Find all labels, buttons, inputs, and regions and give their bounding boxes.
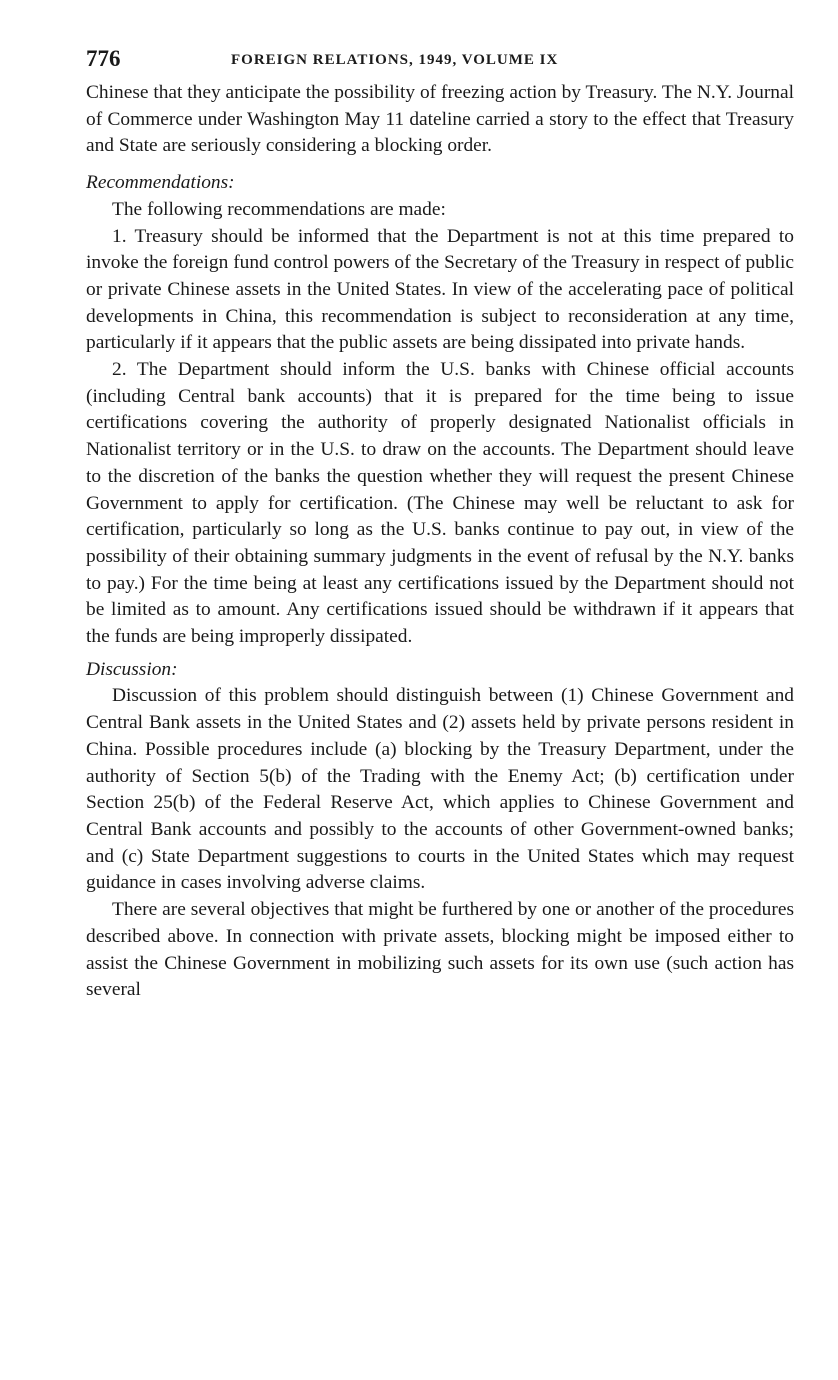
discussion-heading: Discussion: — [86, 658, 178, 680]
discussion-paragraph-2: There are several objectives that might be furthered by one or another of the procedures described above. In connection with private assets, blocking might be imposed either to assist the Chinese Government in mobilizing such assets for its own use (such action has several — [86, 899, 794, 1001]
opening-paragraph: Chinese that they anticipate the possibility of freezing action by Treasury. The N.Y. Journal of Commerce under Washington May 11 dateline carried a story to the effect that Treasury and State are seriously considering a blocking order. — [86, 82, 794, 157]
discussion-paragraph-1: Discussion of this problem should distinguish between (1) Chinese Government and Central Bank assets in the United States and (2) assets held by private persons resident in China. Possible procedures include (a) blocking by the Treasury Department, under the authority of Section 5(b) of the Trading with the Enemy Act; (b) certification under Section 25(b) of the Federal Reserve Act, which applies to Chinese Government and Central Bank accounts and possibly to the accounts of other Government-owned banks; and (c) State Department suggestions to courts in the United States which may request guidance in cases involving adverse claims. — [86, 685, 794, 894]
page-number: 776 — [86, 46, 121, 71]
recommendation-item-2: 2. The Department should inform the U.S. banks with Chinese official accounts (including Central bank accounts) that it is prepared for the time being to issue certifications covering the authority of properly designated Nationalist officials in Nationalist territory or in the U.S. to draw on the accounts. The Department should leave to the discretion of the banks the question whether they will request the present Chinese Government to apply for certification. (The Chinese may well be reluctant to ask for certification, particularly so long as the U.S. banks continue to pay out, in view of the possibility of their obtaining summary judgments in the event of refusal by the N.Y. banks to pay.) For the time being at least any certifications issued by the Department should not be limited as to amount. Any certifications issued should be withdrawn if it appears that the funds are being improperly dissipated. — [86, 359, 794, 648]
recommendations-heading: Recommendations: — [86, 172, 235, 194]
running-head: FOREIGN RELATIONS, 1949, VOLUME IX — [231, 52, 559, 68]
document-page — [86, 44, 794, 1004]
page-header — [86, 44, 794, 78]
recommendations-intro: The following recommendations are made: — [112, 198, 446, 220]
recommendation-item-1: 1. Treasury should be informed that the Department is not at this time prepared to invoke the foreign fund control powers of the Secretary of the Treasury in respect of public or private Chinese assets in the United States. In view of the accelerating pace of political developments in China, this recommendation is subject to reconsideration at any time, particularly if it appears that the public assets are being dissipated into private hands. — [86, 225, 794, 354]
